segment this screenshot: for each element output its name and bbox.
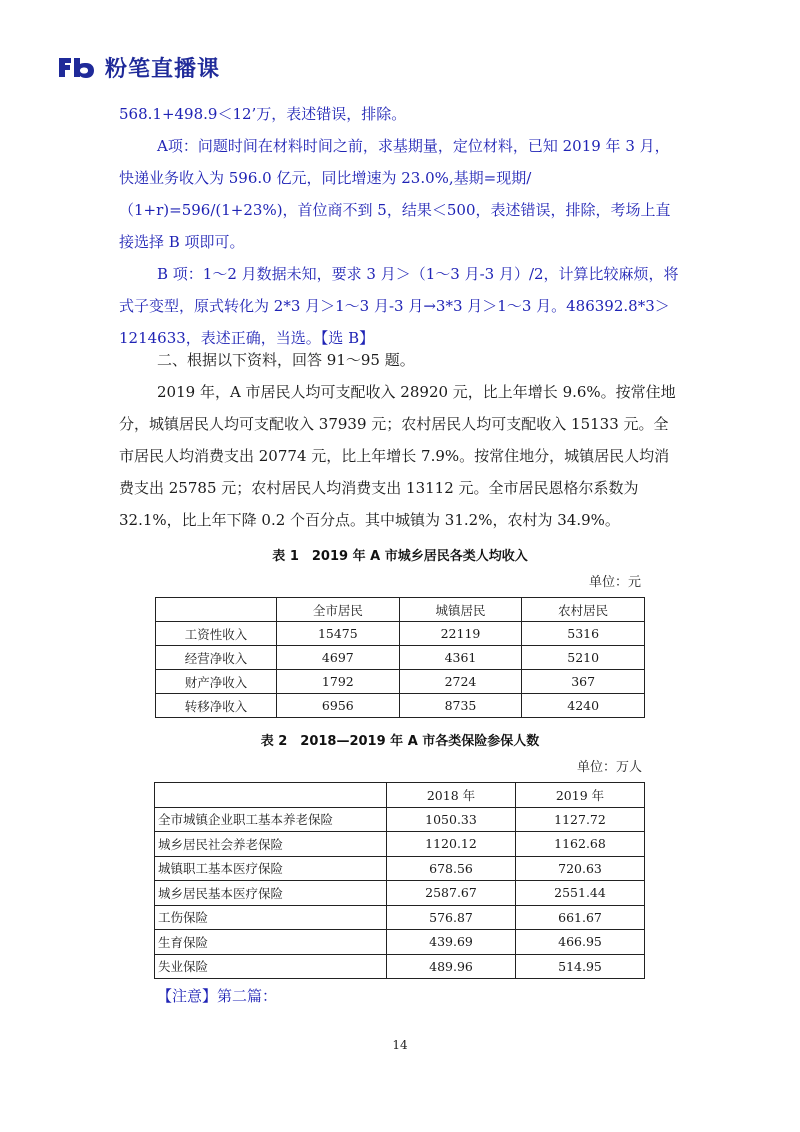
row-label: 失业保险	[155, 954, 387, 979]
row-label: 转移净收入	[156, 694, 277, 718]
insurance-table	[154, 782, 645, 979]
row-label: 财产净收入	[156, 670, 277, 694]
table-row	[155, 807, 645, 832]
table-cell: 576.87	[387, 905, 516, 930]
fb-logo-icon	[57, 55, 97, 79]
row-label: 城乡居民基本医疗保险	[155, 881, 387, 906]
table-cell: 1120.12	[387, 832, 516, 857]
table-cell: 4697	[277, 646, 400, 670]
table-row	[155, 905, 645, 930]
brand-logo	[57, 50, 220, 84]
answer-line: 568.1+498.9＜12’万，表述错误，排除。	[119, 105, 407, 123]
material-section	[119, 344, 679, 536]
table-header-cell: 城镇居民	[399, 598, 522, 622]
table2-unit: 单位：万人	[577, 760, 643, 775]
table-cell: 4361	[399, 646, 522, 670]
table-row	[155, 832, 645, 857]
table-row	[155, 954, 645, 979]
table-cell: 22119	[399, 622, 522, 646]
table-header-row	[156, 598, 645, 622]
table-row	[156, 646, 645, 670]
row-label: 城乡居民社会养老保险	[155, 832, 387, 857]
table-header-row	[155, 783, 645, 808]
table-row	[156, 694, 645, 718]
material-paragraph: 2019 年，A 市居民人均可支配收入 28920 元，比上年增长 9.6%。按常住地分，城镇居民人均可支配收入 37939 元；农村居民人均可支配收入 15133 元。全市居民人均消费支出 20774 元，比上年增长 7.9%。按常住地分，城镇居民人均消费支出 25785 元；农村居民人均消费支出 13112 元。全市居民恩格尔系数为 32.1%，比上年下降 0.2 个百分点。其中城镇为 31.2%，农村为 34.9%。	[119, 383, 676, 529]
table-cell: 2551.44	[516, 881, 645, 906]
table-row	[155, 930, 645, 955]
row-label: 工资性收入	[156, 622, 277, 646]
table-cell: 2724	[399, 670, 522, 694]
income-table	[155, 597, 645, 718]
table-header-cell: 全市居民	[277, 598, 400, 622]
answer-explanation	[119, 98, 679, 354]
option-b-explanation: B 项：1～2 月数据未知，要求 3 月＞（1～3 月-3 月）/2，计算比较麻烦，将式子变型，原式转化为 2*3 月＞1～3 月-3 月→3*3 月＞1～3 月。486392.8*3＞1214633，表述正确，当选。【选 B】	[119, 265, 679, 347]
table-cell: 514.95	[516, 954, 645, 979]
table-cell: 5316	[522, 622, 645, 646]
table-row	[155, 856, 645, 881]
table1-caption: 表 1 2019 年 A 市城乡居民各类人均收入	[272, 549, 528, 564]
logo-text: 粉笔直播课	[105, 56, 221, 82]
table-header-cell: 2018 年	[387, 783, 516, 808]
page-number: 14	[392, 1038, 408, 1052]
table-cell: 4240	[522, 694, 645, 718]
table-header-cell: 农村居民	[522, 598, 645, 622]
table-row	[156, 670, 645, 694]
table-cell: 8735	[399, 694, 522, 718]
table-row	[156, 622, 645, 646]
table-cell: 367	[522, 670, 645, 694]
table2-caption: 表 2 2018—2019 年 A 市各类保险参保人数	[260, 734, 540, 749]
table-header-cell	[156, 598, 277, 622]
table-cell: 2587.67	[387, 881, 516, 906]
table-cell: 661.67	[516, 905, 645, 930]
row-label: 经营净收入	[156, 646, 277, 670]
section-heading: 二、根据以下资料，回答 91～95 题。	[157, 351, 415, 369]
table-cell: 15475	[277, 622, 400, 646]
table-header-cell	[155, 783, 387, 808]
table-cell: 466.95	[516, 930, 645, 955]
table1-unit: 单位：元	[589, 575, 642, 590]
row-label: 城镇职工基本医疗保险	[155, 856, 387, 881]
row-label: 全市城镇企业职工基本养老保险	[155, 807, 387, 832]
table-cell: 720.63	[516, 856, 645, 881]
table-cell: 678.56	[387, 856, 516, 881]
note-label: 【注意】第二篇：	[157, 987, 278, 1005]
table-cell: 6956	[277, 694, 400, 718]
table-cell: 439.69	[387, 930, 516, 955]
table-row	[155, 881, 645, 906]
row-label: 生育保险	[155, 930, 387, 955]
table-cell: 1127.72	[516, 807, 645, 832]
table-cell: 1792	[277, 670, 400, 694]
row-label: 工伤保险	[155, 905, 387, 930]
table-cell: 1050.33	[387, 807, 516, 832]
table-cell: 5210	[522, 646, 645, 670]
option-a-explanation: A项：问题时间在材料时间之前，求基期量，定位材料，已知 2019 年 3 月，快递业务收入为 596.0 亿元，同比增速为 23.0%,基期=现期/（1+r)=596/(1+23%)，首位商不到 5，结果＜500，表述错误，排除，考场上直接选择 B 项即可。	[119, 137, 671, 251]
table-cell: 489.96	[387, 954, 516, 979]
table-header-cell: 2019 年	[516, 783, 645, 808]
table-cell: 1162.68	[516, 832, 645, 857]
